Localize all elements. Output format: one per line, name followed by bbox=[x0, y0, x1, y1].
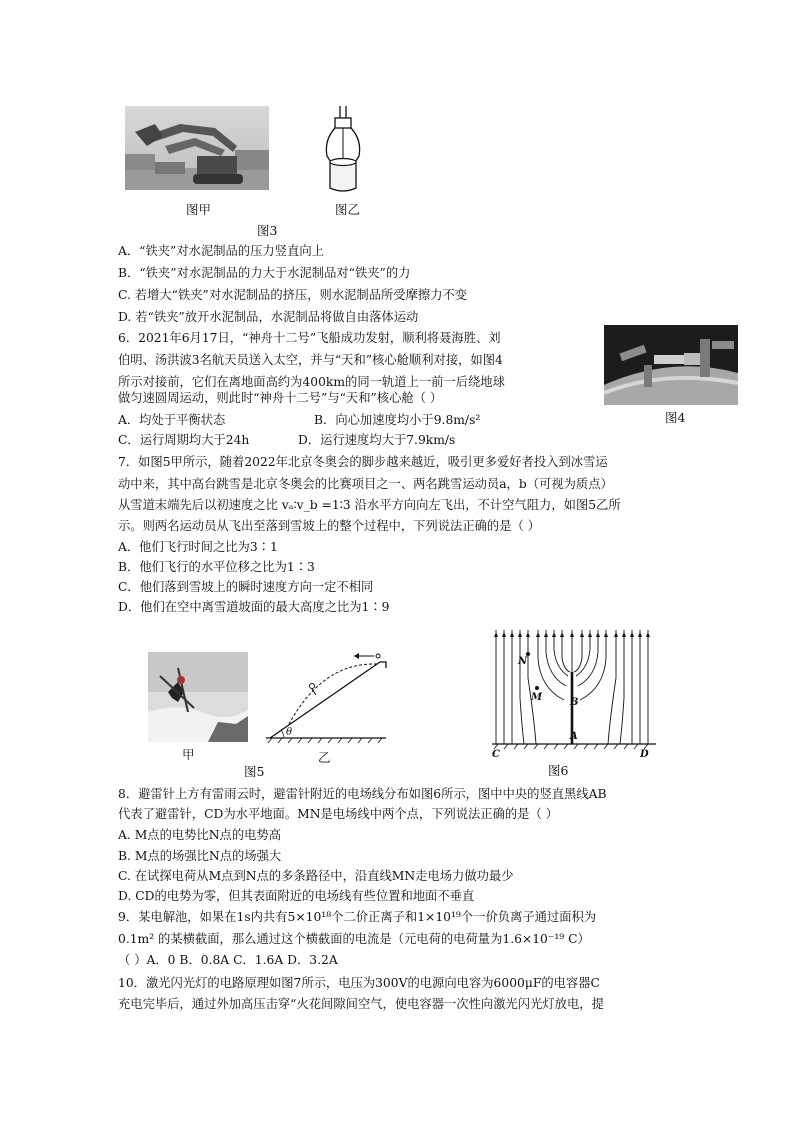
q8-stem-line-2: 代表了避雷针，CD为水平地面。MN是电场线中两个点，下列说法正确的是（ ） bbox=[118, 807, 559, 821]
fig6-label-a: A bbox=[570, 731, 578, 742]
q7-option-c: C．他们落到雪坡上的瞬时速度方向一定不相同 bbox=[118, 580, 374, 594]
fig5-caption: 图5 bbox=[244, 764, 265, 779]
fig5-label-jia: 甲 bbox=[182, 747, 195, 762]
q7-option-b: B．他们飞行的水平位移之比为1∶3 bbox=[118, 560, 315, 574]
q6-stem-line-3: 所示对接前，它们在离地面高约为400km的同一轨道上一前一后绕地球 bbox=[118, 375, 505, 389]
q10-stem-line-2: 充电完毕后，通过外加高压击穿“火花间隙间空气，使电容器一次性向激光闪光灯放电，提 bbox=[118, 997, 604, 1011]
fig6-label-m: M bbox=[531, 692, 543, 703]
fig5-label-yi: 乙 bbox=[318, 750, 331, 765]
fig6-caption: 图6 bbox=[548, 763, 569, 778]
fig6-label-b: B bbox=[570, 697, 579, 708]
q8-option-a: A. M点的电势比N点的电势高 bbox=[118, 828, 282, 842]
q7-stem-line-2: 动中来，其中高台跳雪是北京冬奥会的比赛项目之一、两名跳雪运动员a，b（可视为质点） bbox=[118, 477, 613, 491]
q5-option-c: C. 若增大“铁夹”对水泥制品的挤压，则水泥制品所受摩擦力不变 bbox=[118, 288, 468, 302]
fig3-caption-yi: 图乙 bbox=[335, 202, 361, 217]
fig3-caption-jia: 图甲 bbox=[186, 202, 212, 217]
q6-option-a: A．均处于平衡状态 bbox=[118, 413, 226, 427]
q8-stem-line-1: 8．避雷针上方有雷雨云时，避雷针附近的电场线分布如图6所示，图中中央的竖直黑线AB bbox=[118, 787, 607, 801]
fig6-label-d: D bbox=[640, 749, 649, 760]
q7-stem-line-4: 示。则两名运动员从飞出至落到雪坡上的整个过程中，下列说法正确的是（ ） bbox=[118, 519, 541, 533]
q9-options: （ ）A．0 B．0.8A C．1.6A D．3.2A bbox=[118, 953, 338, 967]
excavator-photo bbox=[125, 106, 269, 190]
q6-option-b: B．向心加速度均小于9.8m/s² bbox=[314, 413, 481, 427]
q9-stem-line-2: 0.1m² 的某横截面，那么通过这个横截面的电流是（元电荷的电荷量为1.6×10⁻¹⁹ C） bbox=[118, 932, 590, 946]
q5-option-a: A．“铁夹”对水泥制品的压力竖直向上 bbox=[118, 244, 324, 258]
q7-stem-line-3: 从雪道末端先后以初速度之比 vₐ∶v_b =1∶3 沿水平方向向左飞出，不计空气阻力，如图5乙所 bbox=[118, 498, 621, 512]
q7-stem-line-1: 7．如图5甲所示，随着2022年北京冬奥会的脚步越来越近，吸引更多爱好者投入到冰雪运 bbox=[118, 455, 608, 469]
q7-option-d: D．他们在空中离雪道坡面的最大高度之比为1∶9 bbox=[118, 600, 390, 614]
q5-option-b: B．“铁夹”对水泥制品的力大于水泥制品对“铁夹”的力 bbox=[118, 266, 411, 280]
q8-option-d: D. CD的电势为零，但其表面附近的电场线有些位置和地面不垂直 bbox=[118, 889, 475, 903]
q6-option-d: D．运行速度均大于7.9km/s bbox=[298, 433, 456, 447]
fig6-label-c: C bbox=[492, 749, 500, 760]
fig6-label-n: N bbox=[518, 656, 528, 667]
q8-option-c: C. 在试探电荷从M点到N点的多条路径中，沿直线MN走电场力做功最少 bbox=[118, 869, 514, 883]
ski-slope-diagram bbox=[262, 648, 392, 744]
fig5-label-theta: θ bbox=[286, 727, 293, 738]
q6-stem-line-4: 做匀速圆周运动，则此时“神舟十二号”与“天和”核心舱（ ） bbox=[118, 391, 443, 405]
clamp-diagram bbox=[318, 104, 368, 198]
fig3-caption: 图3 bbox=[257, 223, 278, 238]
q7-option-a: A．他们飞行时间之比为3∶1 bbox=[118, 540, 278, 554]
space-station-photo bbox=[604, 325, 738, 405]
fig4-caption: 图4 bbox=[665, 410, 686, 425]
q10-stem-line-1: 10．激光闪光灯的电路原理如图7所示，电压为300V的电源向电容为6000μF的电容器C bbox=[118, 976, 600, 990]
q6-option-c: C．运行周期均大于24h bbox=[118, 433, 250, 447]
q8-option-b: B. M点的场强比N点的场强大 bbox=[118, 849, 282, 863]
q5-option-d: D. 若“铁夹”放开水泥制品，水泥制品将做自由落体运动 bbox=[118, 310, 419, 324]
ski-jump-photo bbox=[148, 652, 248, 742]
q6-stem-line-2: 伯明、汤洪波3名航天员送入太空，并与“天和”核心舱顺利对接，如图4 bbox=[118, 353, 503, 367]
q6-stem-line-1: 6．2021年6月17日，“神舟十二号”飞船成功发射，顺利将聂海胜、刘 bbox=[118, 331, 501, 345]
q9-stem-line-1: 9．某电解池，如果在1s内共有5×10¹⁸个二价正离子和1×10¹⁹个一价负离子通过面积为 bbox=[118, 910, 597, 924]
